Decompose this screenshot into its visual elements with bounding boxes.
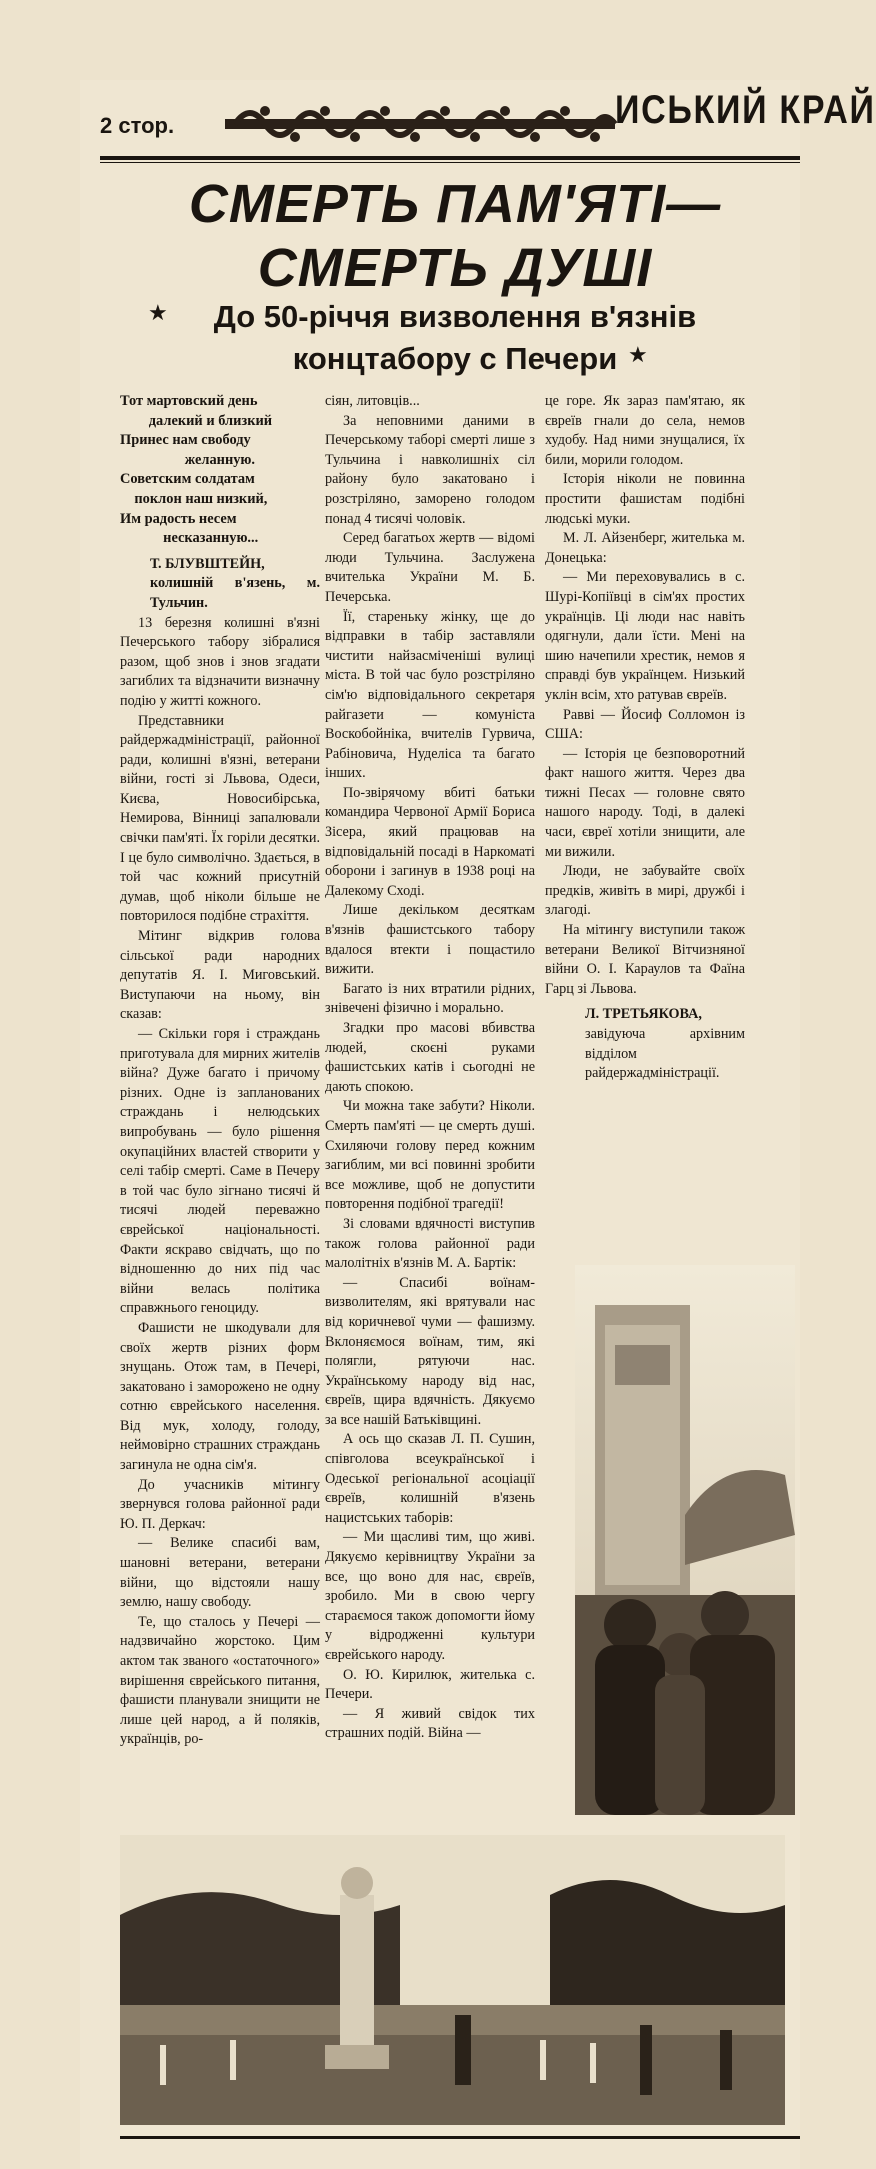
paragraph: — Спасибі воїнам-визволителям, які врятували нас від коричневої чуми — фашизму. Вклоняємося воїнам, тим, які полягли, рятуючи нас. Українському народу від нас, євреїв, щира вдячність. Дякуємо за все нашій Батьківщині. xyxy=(325,1274,535,1428)
memorial-crowd-photo xyxy=(575,1265,795,1815)
header-rule-thin xyxy=(100,162,800,163)
subheadline-line-1: До 50-річчя визволення в'язнів xyxy=(213,299,697,334)
paragraph: — Історія це безповоротний факт нашого життя. Через два тижні Песах — головне свято нашого народу. Тоді, в далекі часи, євреї хотіли знищити, але ми вижили. xyxy=(545,745,745,860)
paragraph: До учасників мітингу звернувся голова районної ради Ю. П. Деркач: xyxy=(120,1476,320,1532)
epigraph-poem: Тот мартовский день далекий и близкий Принес нам свободу желанную. Советским солдатам поклон наш низкий, Им радость несем несказанную... xyxy=(120,393,273,547)
headline-line-1: СМЕРТЬ ПАМ'ЯТІ— xyxy=(188,174,722,234)
epigraph-author: Т. БЛУВШТЕЙН, xyxy=(150,555,265,572)
header-rule xyxy=(100,156,800,160)
star-icon: ★ xyxy=(148,300,168,325)
paragraph: — Ми щасливі тим, що живі. Дякуємо керівництву України за все, що воно для нас, євреїв, зробило. Ми в свою чергу стараємося також допомогти йому у відродженні культури єврейського народу. xyxy=(325,1529,535,1663)
page-number: 2 стор. xyxy=(100,113,175,138)
article-column-2 xyxy=(325,392,535,1744)
decorative-ornament xyxy=(225,103,615,145)
paragraph: Зі словами вдячності виступив також голова районної ради малолітніх в'язнів М. А. Бартік: xyxy=(325,1215,535,1272)
article-subheadline xyxy=(150,296,760,380)
paragraph: Фашисти не шкодували для своїх жертв різних форм знущань. Отож там, в Печері, закатовано і заморожено не одну сотню єврейського населення. Від мук, холоду, голоду, неймовірно страшних страждань загинула не одна сім'я. xyxy=(120,1319,320,1474)
subheadline-line-2: концтабору с Печери xyxy=(292,341,618,376)
paragraph: А ось що сказав Л. П. Сушин, співголова всеукраїнської і Одеської регіональної асоціації євреїв, колишній в'язень нацистських таборів: xyxy=(325,1431,535,1526)
paragraph: Чи можна таке забути? Ніколи. Смерть пам'яті — це смерть душі. Схиляючи голову перед кожним загиблим, ми всі повинні зробити все можливе, щоб не допустити повторення подібної трагедії! xyxy=(325,1098,535,1213)
paragraph: О. Ю. Кирилюк, жителька с. Печери. xyxy=(325,1666,535,1703)
article-author: Л. ТРЕТЬЯКОВА, xyxy=(585,1006,702,1023)
paragraph: — Ми переховувались в с. Шурі-Копіївці в сім'ях простих українців. Ці люди нас навіть одягнули, дали їсти. Мені на шию начепили хрестик, немов я справді був українцем. Низький уклін всім, хто ратував євреїв. xyxy=(545,569,745,703)
paragraph: Мітинг відкрив голова сільської ради народних депутатів Я. І. Миговський. Виступаючи на ньому, він сказав: xyxy=(120,928,320,1023)
photo-image xyxy=(575,1265,795,1815)
paragraph: Равві — Йосиф Солломон із США: xyxy=(545,706,745,743)
paragraph: — Велике спасибі вам, шановні ветерани, ветерани війни, що відстояли нашу землю, нашу свободу. xyxy=(120,1535,320,1611)
paragraph: Лише декільком десяткам в'язнів фашистського табору вдалося втекти і пощастило вижити. xyxy=(325,902,535,978)
article-column-1 xyxy=(120,392,320,1750)
article-headline xyxy=(130,172,780,300)
paragraph: Багато із них втратили рідних, знівечені фізично і морально. xyxy=(325,980,535,1017)
footer-rule xyxy=(120,2136,800,2139)
paragraph: — Скільки горя і страждань приготувала для мирних жителів війна? Дуже багато і причому різних. Одне із запланованих страждань і нелюдських випробувань — було рішення окупаційних властей створити у селі табір смерті. Саме в Печеру в той час було зігнано тисячі й тисячі людей переважно єврейської національності. Факти яскраво свідчать, що по відношенню до них під час війни велась політика справжнього геноциду. xyxy=(120,1026,320,1317)
article-author-description: завідуюча архівним відділом райдержадміністрації. xyxy=(585,1026,745,1082)
paragraph: Люди, не забувайте своїх предків, живіть в мирі, дружбі і злагоді. xyxy=(545,863,745,919)
paragraph: це горе. Як зараз пам'ятаю, як євреїв гнали до села, немов худобу. Над ними знущалися, їх били, морили голодом. xyxy=(545,393,745,468)
paragraph: Серед багатьох жертв — відомі люди Тульчина. Заслужена вчителька України М. Б. Печерська. xyxy=(325,530,535,605)
paragraph: Історія ніколи не повинна простити фашистам подібні людські муки. xyxy=(545,471,745,527)
article-column-3 xyxy=(545,392,745,1084)
paragraph: По-звірячому вбиті батьки командира Червоної Армії Бориса Зісера, який працював на відповідальній посаді в Наркоматі оборони і загинув в 1938 році на Далекому Сході. xyxy=(325,784,535,899)
paragraph: М. Л. Айзенберг, жителька м. Донецька: xyxy=(545,530,745,566)
paragraph: Представники райдержадміністрації, районної ради, колишні в'язні, ветерани війни, гості зі Львова, Одеси, Києва, Новосибірська, Немирова, Вінниці запалювали свічки пам'яті. Їх горіли десятки. І це було символічно. Здається, в той час кожний присутній думав, щоб ніколи більше не повторилося подібне страхіття. xyxy=(120,712,320,925)
star-icon: ★ xyxy=(628,342,648,367)
paragraph: Те, що сталось у Печері — надзвичайно жорстоко. Цим актом так званого «остаточного» вирішення єврейського питання, фашисти планували знищити не лише цей народ, а й поляків, українців, ро- xyxy=(120,1613,320,1748)
paragraph: Згадки про масові вбивства людей, скоєні руками фашистських катів і сьогодні не дають спокою. xyxy=(325,1020,535,1095)
paragraph: сіян, литовців... xyxy=(325,393,420,409)
photo-image xyxy=(120,1835,785,2125)
memorial-field-photo xyxy=(120,1835,785,2125)
paragraph: На мітингу виступили також ветерани Великої Вітчизняної війни О. І. Караулов та Фаїна Гарц зі Львова. xyxy=(545,922,745,997)
headline-line-2: СМЕРТЬ ДУШІ xyxy=(257,238,653,298)
newspaper-masthead: ИСЬКИЙ КРАЙ xyxy=(615,88,876,132)
paragraph: — Я живий свідок тих страшних подій. Війна — xyxy=(325,1705,535,1742)
paragraph: За неповними даними в Печерському таборі смерті лише з Тульчина і навколишніх сіл району було закатовано і розстріляно, заморено голодом понад 4 тисячі чоловік. xyxy=(325,412,535,527)
paragraph: Її, стареньку жінку, ще до відправки в табір заставляли чистити найзасміченіші вулиці міста. В той час було розстріляно сім'ю відповідального секретаря райгазети — комуніста Воскобойніка, вчителів Гурвича, Рабіновича, Нуделіса та багато інших. xyxy=(325,608,535,782)
paragraph: 13 березня колишні в'язні Печерського табору зібралися разом, щоб знов і знов згадати загиблих та відзначити визначну подію у житті кожного. xyxy=(120,614,320,709)
epigraph-author-description: колишній в'язень, м. Тульчин. xyxy=(150,575,320,611)
